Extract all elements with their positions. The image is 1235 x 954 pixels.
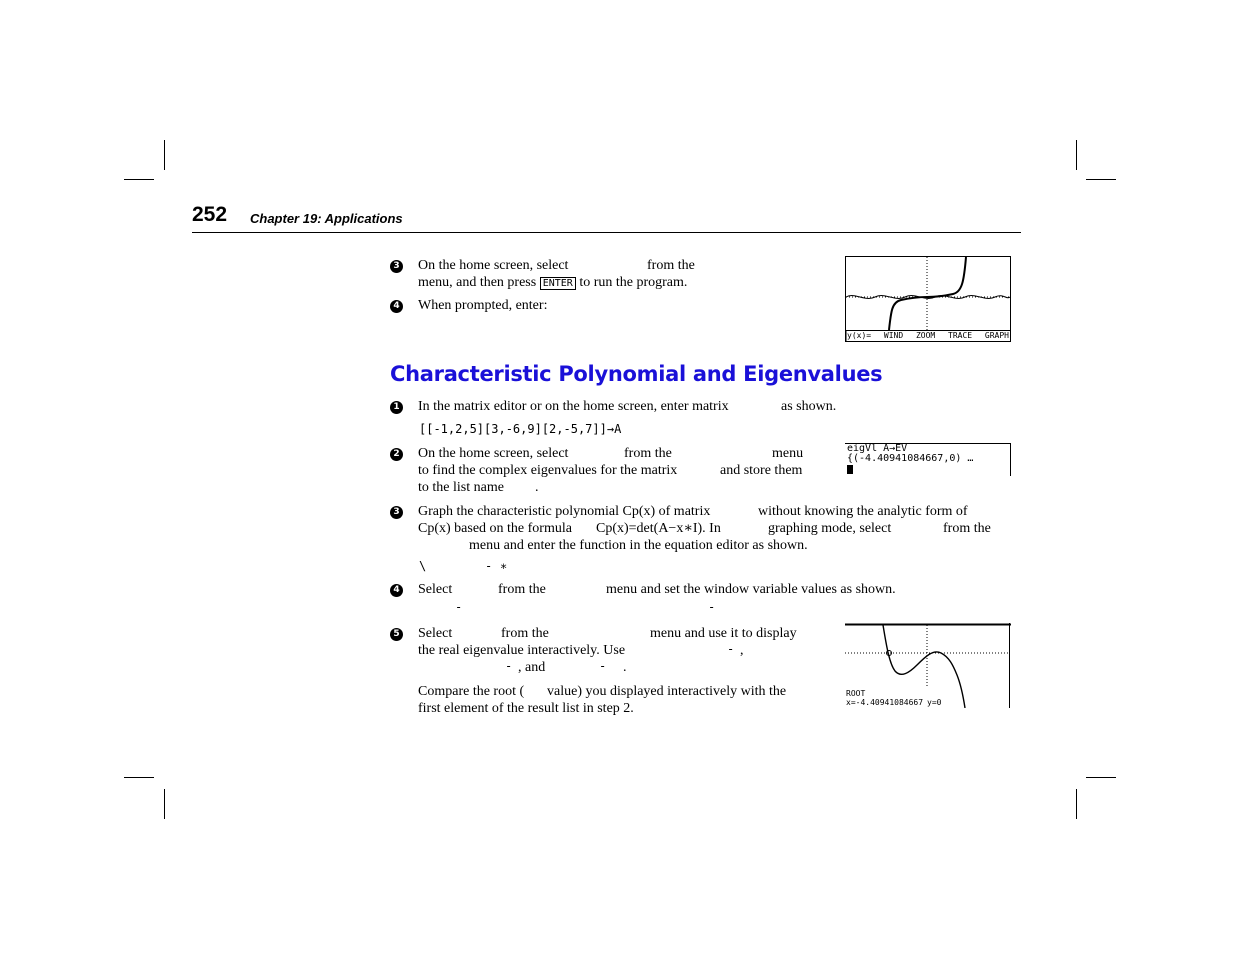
step-text: the real eigenvalue interactively. Use <box>418 643 626 658</box>
crop-mark <box>124 777 154 778</box>
step-number: 3 <box>390 260 403 273</box>
calculator-home-screen <box>845 443 1011 476</box>
code-fragment: - <box>708 600 716 614</box>
page-number: 252 <box>192 203 228 226</box>
step-text: Cp(x)=det(A−x∗I). In <box>596 521 721 536</box>
graph-menu-bar <box>847 331 1009 341</box>
step-text: . <box>535 480 539 495</box>
step-text: In the matrix editor or on the home screen, enter matrix <box>418 399 729 414</box>
menu-trace[interactable]: TRACE <box>948 331 973 340</box>
header-rule <box>192 232 1021 233</box>
step-text: , and <box>518 660 546 675</box>
crop-mark <box>1076 140 1077 170</box>
step-text: . <box>623 660 627 675</box>
step-text: Graph the characteristic polynomial Cp(x) of matrix <box>418 504 711 519</box>
step-number: 4 <box>390 300 403 313</box>
code-fragment: ∗ <box>500 559 508 573</box>
crop-mark <box>164 140 165 170</box>
root-x-value: x=-4.40941084667 <box>846 698 924 707</box>
code-fragment: \ <box>419 559 427 573</box>
enter-key: ENTER <box>540 277 576 290</box>
root-y-value: y=0 <box>927 698 942 707</box>
crop-mark <box>1076 789 1077 819</box>
menu-graph[interactable]: GRAPH <box>984 331 1009 340</box>
menu-yx[interactable]: y(x)= <box>847 331 872 340</box>
step-number: 3 <box>390 506 403 519</box>
crop-mark <box>1086 179 1116 180</box>
code-fragment: - <box>455 600 463 614</box>
crop-mark <box>1086 777 1116 778</box>
step-text: menu and set the window variable values as shown. <box>606 582 896 597</box>
step-text: Select <box>418 582 453 597</box>
chapter-title: Chapter 19: Applications <box>250 211 403 226</box>
step-text: Compare the root ( <box>418 684 525 699</box>
calculator-root-screen <box>845 623 1011 708</box>
step-text: from the <box>501 626 549 641</box>
step-number: 1 <box>390 401 403 414</box>
step-text: first element of the result list in step 2. <box>418 701 634 716</box>
crop-mark <box>124 179 154 180</box>
section-title: Characteristic Polynomial and Eigenvalues <box>390 362 883 386</box>
step-number: 5 <box>390 628 403 641</box>
step-text: from the <box>943 521 991 536</box>
step-text: When prompted, enter: <box>418 298 548 313</box>
home-result: {(-4.40941084667,0) … <box>847 453 974 464</box>
code-fragment: - <box>485 559 493 573</box>
step-text: and store them <box>720 463 803 478</box>
calculator-graph-screen <box>845 256 1011 342</box>
step-text: from the <box>624 446 672 461</box>
step-number: 2 <box>390 448 403 461</box>
menu-wind[interactable]: WIND <box>883 331 904 340</box>
step-text: to find the complex eigenvalues for the matrix <box>418 463 678 478</box>
step-text: menu and enter the function in the equation editor as shown. <box>469 538 808 553</box>
step-number: 4 <box>390 584 403 597</box>
step-text: On the home screen, select <box>418 446 569 461</box>
step-text: Cp(x) based on the formula <box>418 521 572 536</box>
step-text <box>418 274 687 291</box>
step-text: without knowing the analytic form of <box>758 504 968 519</box>
step-text: from the <box>647 258 695 273</box>
home-entry: eigVl A→EV <box>847 443 908 454</box>
crop-mark <box>164 789 165 819</box>
step-text: value) you displayed interactively with the <box>547 684 787 699</box>
step-text: Select <box>418 626 453 641</box>
step-text: to the list name <box>418 480 504 495</box>
step-text-part: menu, and then press <box>418 275 537 290</box>
step-text: graphing mode, select <box>768 521 892 536</box>
root-label: ROOT <box>846 689 866 698</box>
step-text-part: to run the program. <box>579 275 688 290</box>
code-fragment: - <box>505 659 513 673</box>
step-text: menu <box>772 446 804 461</box>
step-text: from the <box>498 582 546 597</box>
step-text: menu and use it to display <box>650 626 797 641</box>
step-text: as shown. <box>781 399 837 414</box>
step-text: On the home screen, select <box>418 258 569 273</box>
code-fragment: - <box>727 642 735 656</box>
code-line: [[-1,2,5][3,-6,9][2,-5,7]]→A <box>419 422 622 436</box>
menu-zoom[interactable]: ZOOM <box>915 331 936 340</box>
step-text: , <box>740 643 744 658</box>
code-fragment: - <box>599 659 607 673</box>
